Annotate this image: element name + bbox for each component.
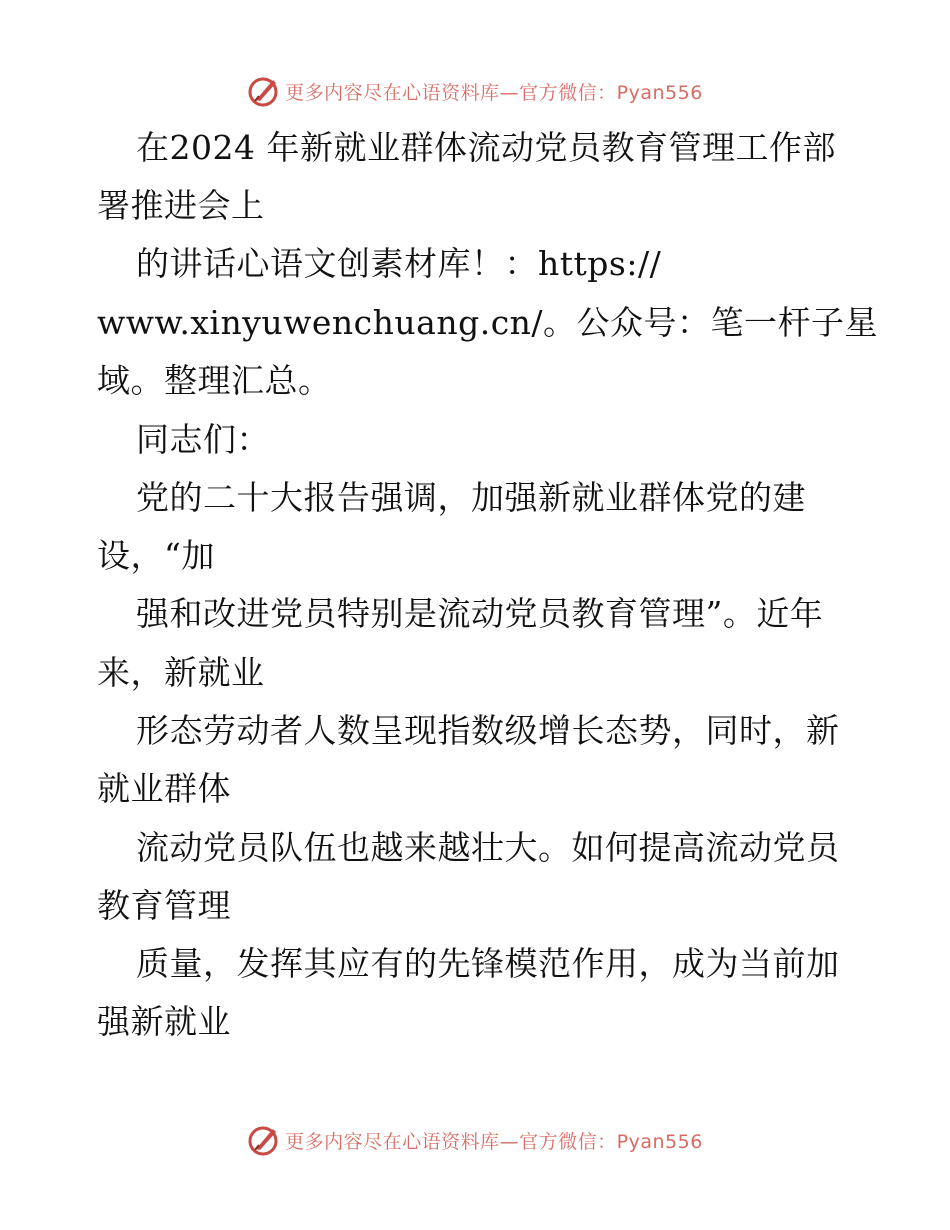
text-line: 的讲话心语文创素材库！：https:// <box>136 244 662 283</box>
header-watermark <box>0 71 950 111</box>
text-line: 教育管理 <box>97 886 231 925</box>
text-line: 强和改进党员特别是流动党员教育管理”。近年 <box>136 594 824 633</box>
footer-watermark <box>0 1120 950 1160</box>
text-line: 来，新就业 <box>97 653 265 692</box>
text-line: 质量，发挥其应有的先锋模范作用，成为当前加 <box>136 944 840 983</box>
text-line: 强新就业 <box>97 1002 231 1041</box>
text-line: 党的二十大报告强调，加强新就业群体党的建 <box>136 478 806 517</box>
watermark-text: 更多内容尽在心语资料库—官方微信：Pyan556 <box>285 1130 703 1153</box>
quill-logo-icon <box>247 1123 281 1157</box>
quill-logo-icon <box>247 74 281 108</box>
text-line: 署推进会上 <box>97 186 265 225</box>
text-line: www.xinyuwenchuang.cn/。公众号：笔一杆子星 <box>97 303 879 342</box>
text-line: 域。整理汇总。 <box>97 361 332 400</box>
text-line: 流动党员队伍也越来越壮大。如何提高流动党员 <box>136 828 840 867</box>
watermark-text: 更多内容尽在心语资料库—官方微信：Pyan556 <box>285 81 703 104</box>
text-line: 就业群体 <box>97 769 231 808</box>
text-line: 设，“加 <box>97 536 215 575</box>
text-line: 同志们： <box>136 420 270 459</box>
text-line: 形态劳动者人数呈现指数级增长态势，同时，新 <box>136 711 840 750</box>
text-line: 在2024 年新就业群体流动党员教育管理工作部 <box>136 128 836 167</box>
